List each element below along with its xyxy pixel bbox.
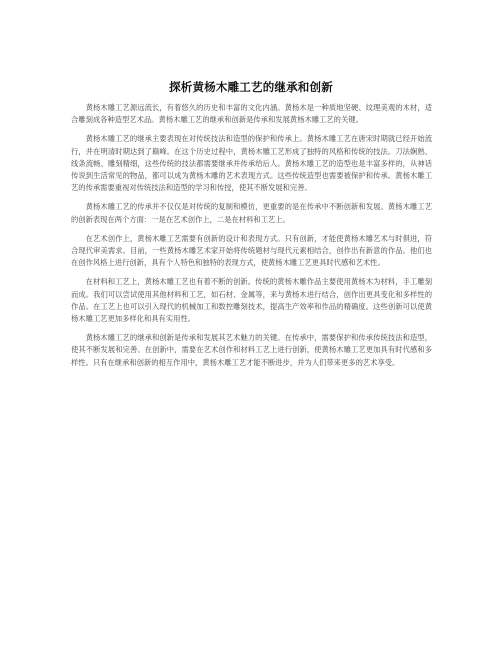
paragraph-inheritance: 黄杨木雕工艺的继承主要表现在对传统技法和造型的保护和传承上。黄杨木雕工艺在唐宋时期就已经开始流行，并在明清时期达到了巅峰。在这个历史过程中，黄杨木雕工艺形成了独特的风格和传统的技法。刀法娴熟、线条流畅、雕刻精细，这些传统的技法都需要继承并传承给后人。黄杨木雕工艺的造型也是丰富多样的，从神话传说到生活常见的物品，都可以成为黄杨木雕的艺术表现方式。这些传统造型也需要被保护和传承。黄杨木雕工艺的传承需要重视对传统技法和造型的学习和传授，使其不断发展和完善。: [71, 134, 432, 193]
document-title: 探析黄杨木雕工艺的继承和创新: [169, 80, 333, 94]
paragraph-conclusion: 黄杨木雕工艺的继承和创新是传承和发展其艺术魅力的关键。在传承中，需要保护和传承传统技法和造型，使其不断发展和完善。在创新中，需要在艺术创作和材料工艺上进行创新，使黄杨木雕工艺更加具有时代感和多样性。只有在继承和创新的相互作用中，黄杨木雕工艺才能不断进步，并为人们带来更多的艺术享受。: [71, 333, 432, 367]
paragraph-intro: 黄杨木雕工艺源远流长，有着悠久的历史和丰富的文化内涵。黄杨木是一种质地坚硬、纹理美观的木材，适合雕刻成各种造型艺术品。黄杨木雕工艺的继承和创新是传承和发展黄杨木雕工艺的关键。: [71, 103, 432, 125]
paragraph-innovation-overview: 黄杨木雕工艺的传承并不仅仅是对传统的复制和模仿，更重要的是在传承中不断创新和发展。黄杨木雕工艺的创新表现在两个方面：一是在艺术创作上，二是在材料和工艺上。: [71, 202, 432, 224]
paragraph-artistic-innovation: 在艺术创作上，黄杨木雕工艺需要有创新的设计和表现方式。只有创新，才能使黄杨木雕艺术与时俱进，符合现代审美需求。目前，一些黄杨木雕艺术家开始将传统题材与现代元素相结合，创作出有新意的作品。他们也在创作风格上进行创新，具有个人特色和独特的表现方式，使黄杨木雕工艺更具时代感和艺术性。: [71, 233, 432, 268]
document-body: [71, 102, 432, 376]
paragraph-material-innovation: 在材料和工艺上，黄杨木雕工艺也有着不断的创新。传统的黄杨木雕作品主要使用黄杨木为材料，手工雕刻而成。我们可以尝试使用其他材料和工艺，如石材、金属等，来与黄杨木进行结合，创作出更具变化和多样性的作品。在工艺上也可以引入现代的机械加工和数控雕刻技术，提高生产效率和作品的精确度。这些创新可以使黄杨木雕工艺更加多样化和具有实用性。: [71, 277, 432, 324]
